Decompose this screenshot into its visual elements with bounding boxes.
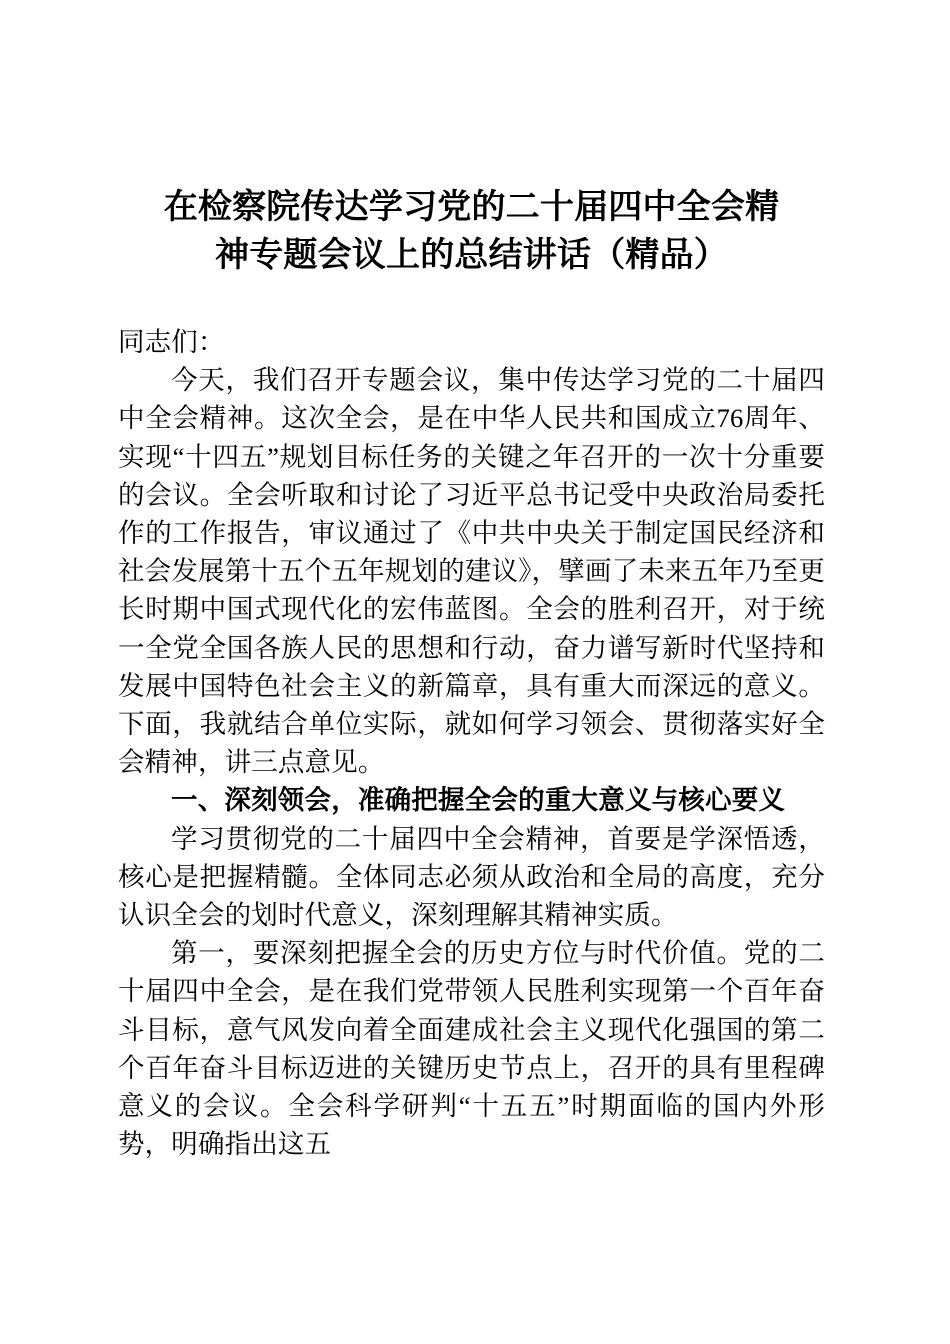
paragraph-section1-1: 学习贯彻党的二十届四中全会精神，首要是学深悟透，核心是把握精髓。全体同志必须从政治和全局的高度，充分认识全会的划时代意义，深刻理解其精神实质。	[118, 823, 825, 931]
section-heading-1: 一、深刻领会，准确把握全会的重大意义与核心要义	[171, 785, 786, 816]
page-title	[118, 0, 825, 279]
paragraph-intro: 今天，我们召开专题会议，集中传达学习党的二十届四中全会精神。这次全会，是在中华人民共和国成立76周年、实现“十四五”规划目标任务的关键之年召开的一次十分重要的会议。全会听取和讨论了习近平总书记受中央政治局委托作的工作报告，审议通过了《中共中央关于制定国民经济和社会发展第十五个五年规划的建议》，擘画了未来五年乃至更长时期中国式现代化的宏伟蓝图。全会的胜利召开，对于统一全党全国各族人民的思想和行动，奋力谱写新时代坚持和发展中国特色社会主义的新篇章，具有重大而深远的意义。下面，我就结合单位实际，就如何学习领会、贯彻落实好全会精神，讲三点意见。	[118, 365, 825, 778]
paragraph-section1-2: 第一，要深刻把握全会的历史方位与时代价值。党的二十届四中全会，是在我们党带领人民胜利实现第一个百年奋斗目标，意气风发向着全面建成社会主义现代化强国的第二个百年奋斗目标迈进的关键历史节点上，召开的具有里程碑意义的会议。全会科学研判“十五五”时期面临的国内外形势，明确指出这五	[118, 938, 825, 1160]
document-content-column	[118, 0, 825, 1163]
page-title-line-2: 神专题会议上的总结讲话（精品）	[215, 236, 728, 274]
page-title-line-1: 在检察院传达学习党的二十届四中全会精	[163, 188, 780, 226]
salutation: 同志们：	[118, 327, 225, 357]
